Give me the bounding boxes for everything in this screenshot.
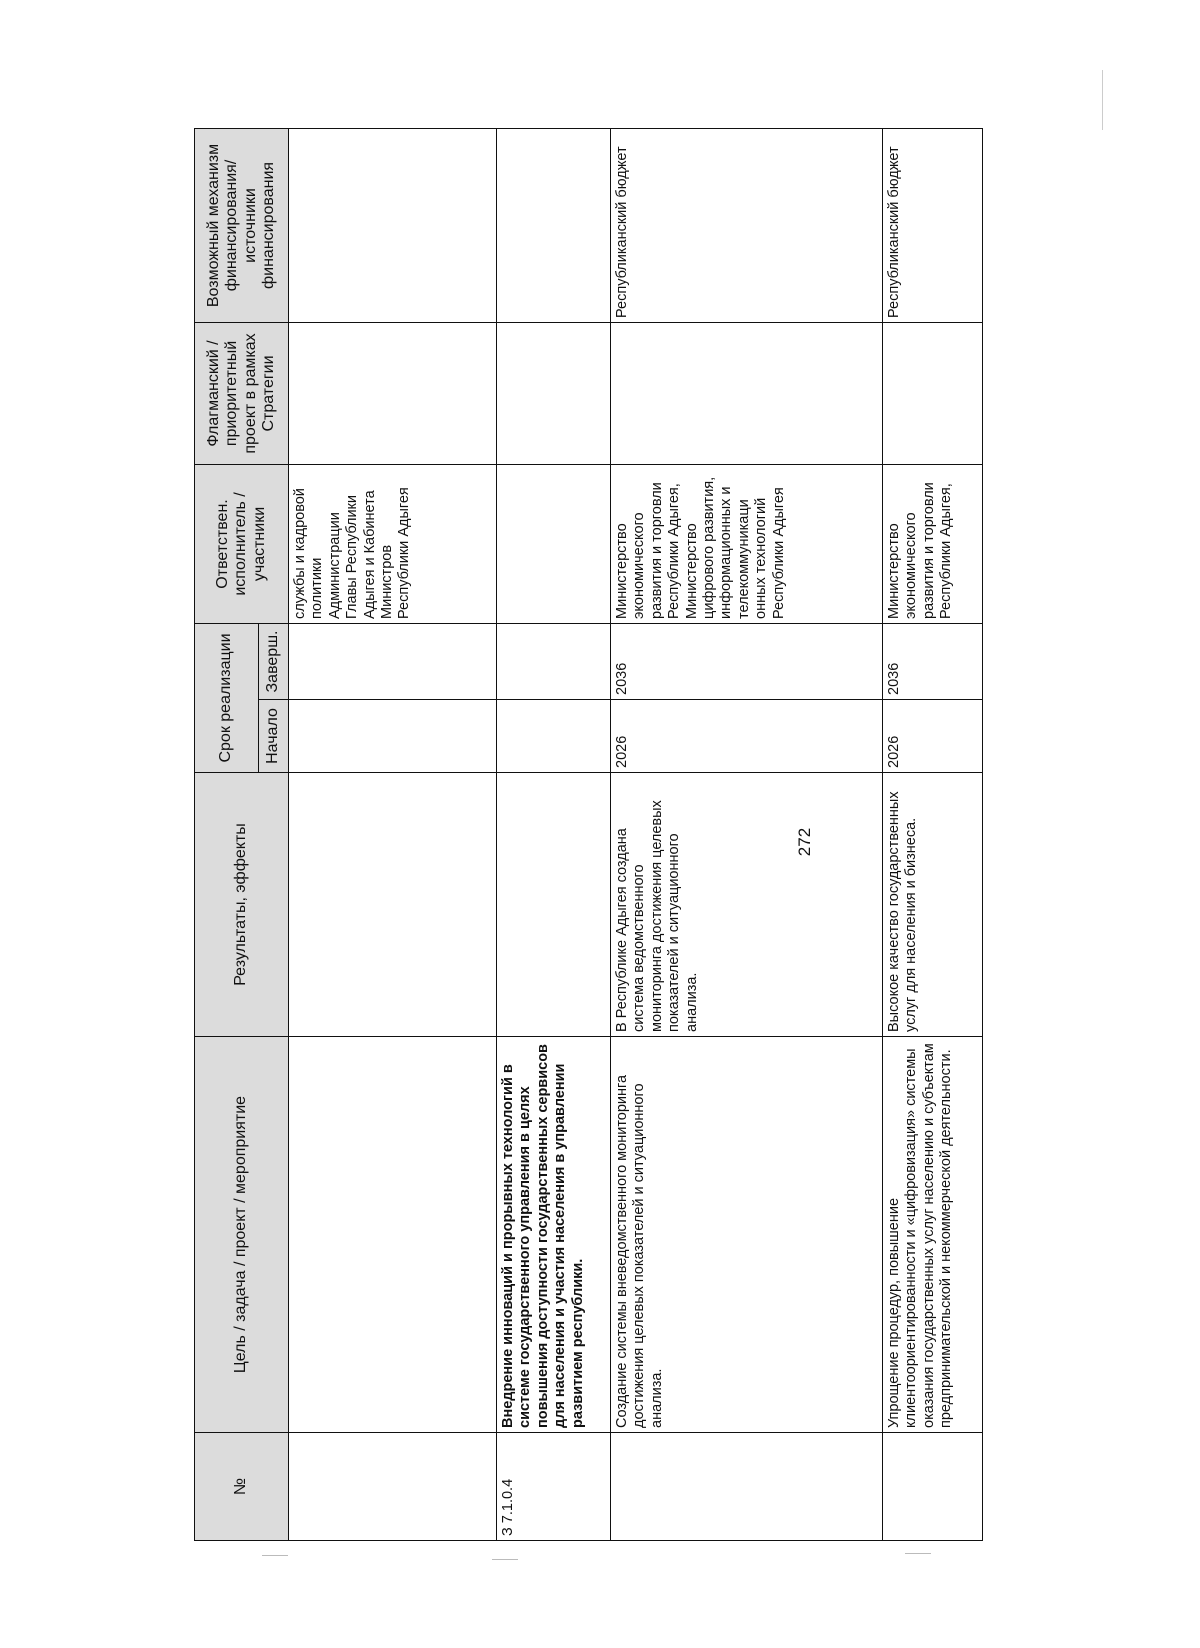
cell-start: 2026 [883,700,983,773]
table-row [883,128,983,1540]
header-period: Срок реализации [195,623,259,772]
cell-flagship [883,322,983,464]
cell-financing [497,128,611,322]
rotated-page-content [194,129,984,1541]
cell-end [497,623,611,699]
header-num: № [195,1433,289,1541]
cell-flagship [289,322,497,464]
cell-goal [289,1037,497,1433]
cell-financing [289,128,497,322]
cell-num [883,1433,983,1541]
header-financing: Возможный механизм финансирования/ источники финансирования [195,128,289,322]
cell-responsible: Министерство экономического развития и торговли Республики Адыгея, [883,464,983,623]
cell-start [289,700,497,773]
cell-goal: Создание системы вневедомственного мониторинга достижения целевых показателей и ситуационного анализа. [611,1037,883,1433]
cell-start [497,700,611,773]
cell-goal: Внедрение инноваций и прорывных технологий в системе государственного управления в целях повышения доступности государственных сервисов для населения и участия населения в управлении развитием республики. [497,1037,611,1433]
header-start: Начало [259,700,289,773]
strategy-table [194,128,983,1541]
cell-financing: Республиканский бюджет [611,128,883,322]
cell-num: З 7.1.0.4 [497,1433,611,1541]
cell-num [611,1433,883,1541]
cell-goal: Упрощение процедур, повышение клиентоориентированности и «цифровизация» системы оказания государственных услуг населению и субъектам предпринимательской и некоммерческой деятельности. [883,1037,983,1433]
scan-artifact [262,1555,288,1556]
cell-responsible [497,464,611,623]
table-row [289,128,497,1540]
cell-responsible: службы и кадровой политики Администрации Главы Республики Адыгея и Кабинета Министров Республики Адыгея [289,464,497,623]
scan-artifact [492,1559,518,1560]
page-number: 272 [795,827,814,857]
table-row [611,128,883,1540]
header-end: Заверш. [259,623,289,699]
cell-financing: Республиканский бюджет [883,128,983,322]
cell-end: 2036 [611,623,883,699]
table-row [497,128,611,1540]
scan-artifact [1102,70,1103,130]
cell-num [289,1433,497,1541]
cell-results [289,773,497,1037]
scan-artifact [905,1553,931,1554]
header-results: Результаты, эффекты [195,773,289,1037]
cell-end: 2036 [883,623,983,699]
cell-end [289,623,497,699]
cell-results: Высокое качество государственных услуг для населения и бизнеса. [883,773,983,1037]
cell-start: 2026 [611,700,883,773]
table-header-row [195,128,259,1540]
header-flagship: Флагманский / приоритетный проект в рамках Стратегии [195,322,289,464]
cell-results: В Республике Адыгея создана система ведомственного мониторинга достижения целевых показателей и ситуационного анализа. [611,773,883,1037]
cell-responsible: Министерство экономического развития и торговли Республики Адыгея, Министерство цифрового развития, информационных и телекоммуникаци онных технологий Республики Адыгея [611,464,883,623]
cell-flagship [497,322,611,464]
header-responsible: Ответствен. исполнитель / участники [195,464,289,623]
cell-results [497,773,611,1037]
header-goal: Цель / задача / проект / мероприятие [195,1037,289,1433]
cell-flagship [611,322,883,464]
